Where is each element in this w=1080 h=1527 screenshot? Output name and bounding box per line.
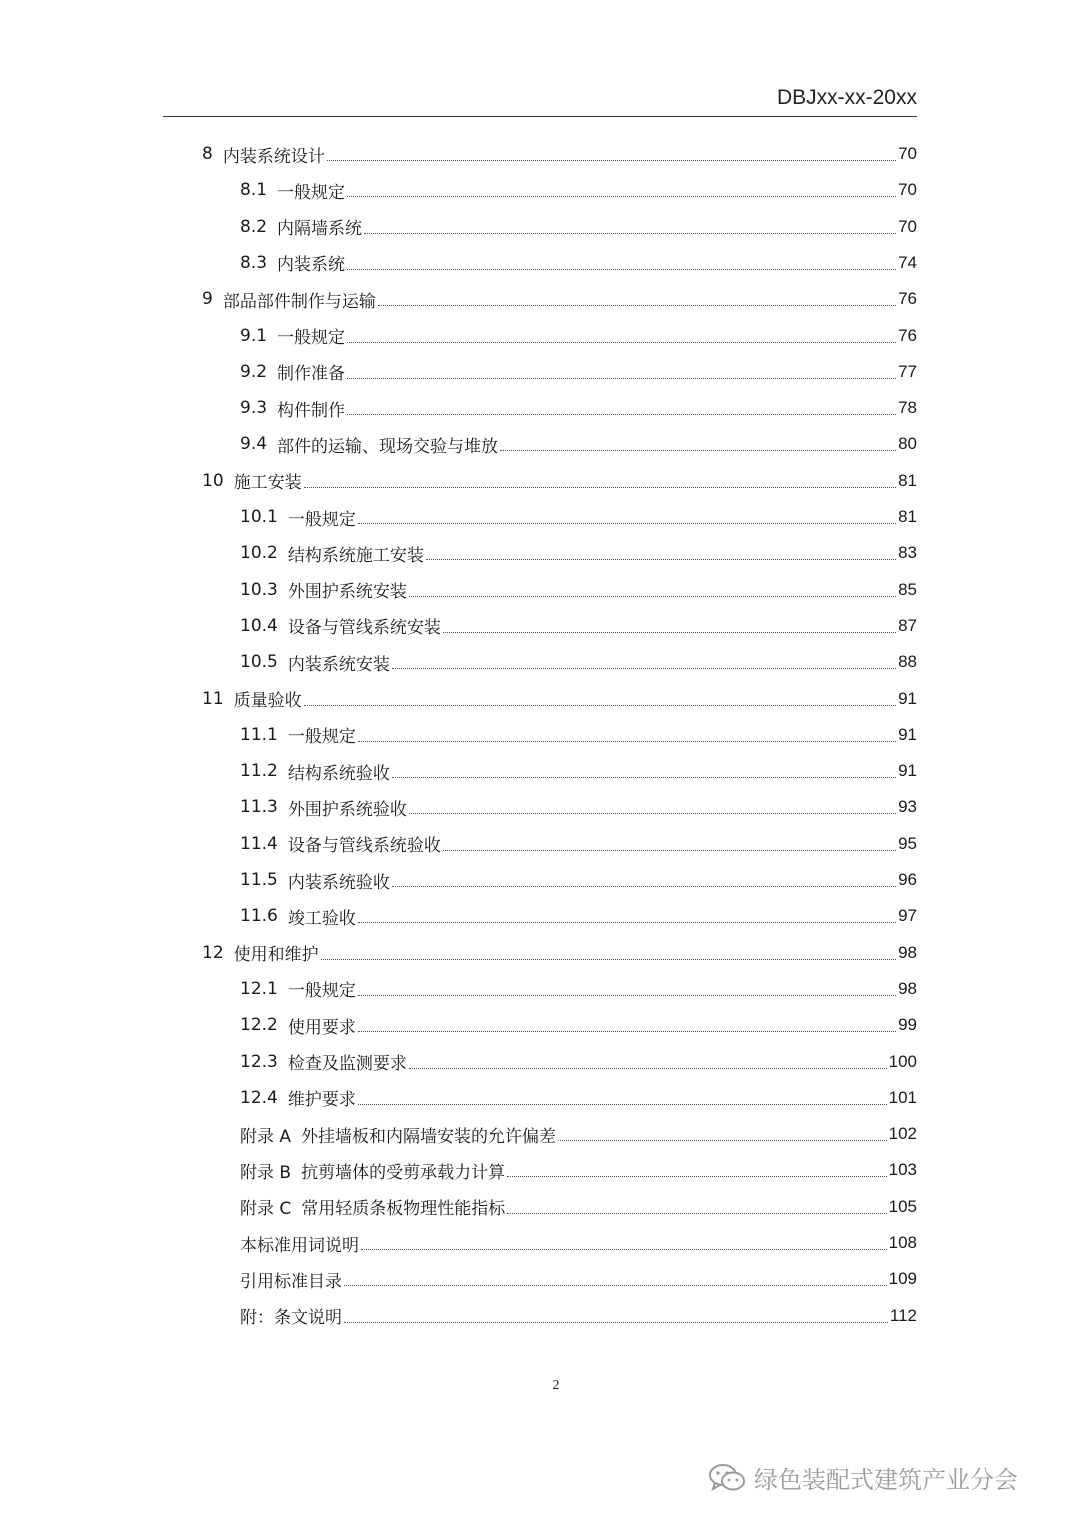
toc-entry-title: 设备与管线系统验收 bbox=[287, 836, 441, 857]
toc-entry-title: 外挂墙板和内隔墙安装的允许偏差 bbox=[301, 1126, 557, 1147]
header-divider bbox=[163, 116, 917, 117]
toc-entry-number: 9 bbox=[202, 289, 213, 310]
toc-dot-leader bbox=[321, 958, 896, 960]
toc-entry-page: 87 bbox=[898, 615, 917, 635]
toc-entry[interactable] bbox=[240, 898, 917, 934]
toc-entry-number: 11 bbox=[202, 688, 224, 709]
toc-entry-number: 10.4 bbox=[240, 615, 278, 636]
toc-entry[interactable] bbox=[240, 354, 917, 390]
toc-entry-title: 制作准备 bbox=[277, 364, 346, 385]
toc-dot-leader bbox=[361, 1248, 887, 1250]
toc-entry-title: 一般规定 bbox=[277, 182, 346, 203]
toc-entry-page: 91 bbox=[898, 724, 917, 744]
toc-entry[interactable] bbox=[240, 717, 917, 753]
toc-entry-page: 81 bbox=[898, 470, 917, 490]
toc-entry-page: 77 bbox=[898, 361, 917, 381]
toc-entry-page: 76 bbox=[898, 325, 917, 345]
toc-dot-leader bbox=[347, 377, 896, 379]
toc-entry-title: 内隔墙系统 bbox=[277, 219, 363, 240]
toc-entry-page: 70 bbox=[898, 180, 917, 200]
toc-entry-page: 105 bbox=[888, 1196, 917, 1216]
toc-entry-title: 部品部件制作与运输 bbox=[222, 291, 376, 312]
toc-entry[interactable] bbox=[240, 1116, 917, 1152]
toc-entry[interactable] bbox=[240, 753, 917, 789]
toc-entry-number: 附录 B bbox=[240, 1162, 292, 1183]
toc-entry-page: 103 bbox=[888, 1160, 917, 1180]
toc-dot-leader bbox=[392, 885, 896, 887]
toc-entry-title: 引用标准目录 bbox=[240, 1271, 342, 1292]
toc-entry-title: 设备与管线系统安装 bbox=[287, 618, 441, 639]
toc-entry[interactable] bbox=[240, 572, 917, 608]
toc-entry-page: 108 bbox=[888, 1233, 917, 1252]
toc-dot-leader bbox=[409, 812, 896, 814]
toc-entry-page: 80 bbox=[898, 434, 917, 454]
toc-entry-title: 结构系统施工安装 bbox=[287, 545, 424, 566]
toc-entry-number: 11.3 bbox=[240, 797, 278, 818]
toc-entry[interactable] bbox=[240, 1225, 917, 1261]
toc-dot-leader bbox=[392, 776, 896, 778]
wechat-icon bbox=[708, 1462, 746, 1494]
toc-entry-title: 使用和维护 bbox=[233, 945, 319, 966]
toc-entry[interactable] bbox=[240, 390, 917, 426]
toc-dot-leader bbox=[392, 667, 896, 669]
toc-entry-page: 83 bbox=[898, 543, 917, 563]
toc-entry-page: 88 bbox=[898, 652, 917, 672]
toc-entry-number: 9.3 bbox=[240, 398, 268, 419]
toc-dot-leader bbox=[347, 341, 896, 343]
toc-entry-number: 12.2 bbox=[240, 1015, 278, 1036]
toc-dot-leader bbox=[364, 232, 896, 234]
toc-entry-number: 附录 C bbox=[240, 1199, 292, 1220]
toc-entry-number: 10.1 bbox=[240, 507, 278, 527]
toc-entry-number: 8.1 bbox=[240, 180, 268, 201]
toc-entry-page: 100 bbox=[888, 1051, 917, 1071]
toc-entry-number: 10.3 bbox=[240, 579, 278, 600]
toc-entry[interactable] bbox=[240, 245, 917, 281]
toc-entry-title: 一般规定 bbox=[287, 727, 356, 748]
toc-entry-number: 10.2 bbox=[240, 543, 278, 564]
toc-entry[interactable] bbox=[240, 826, 917, 862]
toc-entry[interactable] bbox=[240, 499, 917, 535]
toc-entry-page: 95 bbox=[898, 833, 917, 853]
toc-entry[interactable] bbox=[240, 644, 917, 680]
document-code: DBJxx-xx-20xx bbox=[776, 86, 917, 109]
toc-dot-leader bbox=[344, 1321, 888, 1323]
toc-entry-page: 98 bbox=[898, 942, 917, 962]
toc-entry[interactable] bbox=[240, 1189, 917, 1225]
toc-entry[interactable] bbox=[240, 862, 917, 898]
toc-entry[interactable] bbox=[240, 426, 917, 462]
toc-entry[interactable] bbox=[240, 608, 917, 644]
toc-entry[interactable] bbox=[202, 463, 917, 499]
toc-entry-page: 96 bbox=[898, 870, 917, 889]
toc-entry-page: 112 bbox=[889, 1305, 917, 1325]
toc-entry-title: 内装系统设计 bbox=[222, 146, 325, 167]
toc-entry[interactable] bbox=[240, 971, 917, 1007]
toc-entry-number: 11.1 bbox=[240, 724, 278, 745]
toc-dot-leader bbox=[558, 1139, 887, 1141]
toc-dot-leader bbox=[358, 1103, 887, 1105]
toc-entry-title: 一般规定 bbox=[287, 981, 356, 1002]
toc-entry-page: 78 bbox=[898, 398, 917, 418]
toc-entry-number: 12.1 bbox=[240, 978, 278, 999]
toc-entry[interactable] bbox=[240, 318, 917, 354]
toc-entry-title: 外围护系统验收 bbox=[287, 799, 407, 820]
toc-entry-title: 构件制作 bbox=[277, 400, 346, 421]
toc-entry[interactable] bbox=[240, 209, 917, 245]
toc-entry-title: 附：条文说明 bbox=[240, 1308, 342, 1329]
toc-entry-number: 12.4 bbox=[240, 1087, 278, 1108]
toc-entry-title: 内装系统验收 bbox=[287, 872, 390, 893]
toc-entry-title: 检查及监测要求 bbox=[287, 1054, 407, 1074]
toc-entry-title: 部件的运输、现场交验与堆放 bbox=[277, 436, 499, 457]
toc-entry-page: 91 bbox=[898, 761, 917, 781]
toc-entry-page: 99 bbox=[898, 1015, 917, 1035]
toc-dot-leader bbox=[304, 704, 896, 706]
toc-dot-leader bbox=[507, 1175, 887, 1177]
toc-entry-title: 内装系统 bbox=[277, 255, 346, 276]
toc-entry-number: 11.4 bbox=[240, 833, 278, 854]
watermark bbox=[708, 1460, 1018, 1495]
toc-entry-number: 12.3 bbox=[240, 1051, 278, 1072]
toc-dot-leader bbox=[347, 268, 896, 270]
toc-entry-title: 常用轻质条板物理性能指标 bbox=[301, 1199, 506, 1220]
toc-entry-number: 10 bbox=[202, 470, 224, 491]
toc-entry[interactable] bbox=[202, 681, 917, 717]
toc-entry[interactable] bbox=[240, 535, 917, 571]
toc-entry-page: 102 bbox=[888, 1124, 917, 1144]
toc-entry-page: 101 bbox=[888, 1087, 917, 1107]
toc-dot-leader bbox=[358, 740, 896, 742]
toc-entry-number: 12 bbox=[202, 942, 224, 963]
toc-entry[interactable] bbox=[240, 1080, 917, 1116]
toc-entry-number: 9.4 bbox=[240, 434, 268, 455]
toc-entry[interactable] bbox=[240, 172, 917, 208]
toc-entry-number: 10.5 bbox=[240, 652, 278, 673]
toc-entry-page: 97 bbox=[898, 906, 917, 926]
toc-entry-page: 109 bbox=[888, 1269, 917, 1289]
toc-entry[interactable] bbox=[202, 935, 917, 971]
toc-dot-leader bbox=[443, 849, 896, 851]
toc-dot-leader bbox=[327, 159, 896, 161]
toc-entry[interactable] bbox=[240, 1007, 917, 1043]
toc-entry-number: 9.2 bbox=[240, 361, 268, 382]
toc-entry-number: 8.3 bbox=[240, 252, 268, 273]
toc-entry[interactable] bbox=[202, 136, 917, 172]
toc-entry-number: 8 bbox=[202, 144, 213, 164]
toc-entry[interactable] bbox=[240, 1044, 917, 1080]
page-number: 2 bbox=[552, 1378, 560, 1393]
toc-entry-page: 70 bbox=[898, 144, 917, 163]
toc-entry-number: 8.2 bbox=[240, 216, 268, 237]
toc-dot-leader bbox=[426, 558, 896, 560]
toc-entry[interactable] bbox=[240, 1152, 917, 1188]
toc-entry-page: 91 bbox=[898, 688, 917, 708]
toc-entry-title: 使用要求 bbox=[287, 1017, 356, 1038]
toc-entry-number: 11.5 bbox=[240, 870, 278, 890]
toc-entry-title: 施工安装 bbox=[233, 473, 302, 494]
toc-dot-leader bbox=[358, 921, 896, 923]
toc-entry[interactable] bbox=[240, 789, 917, 825]
toc-dot-leader bbox=[409, 595, 896, 597]
toc-dot-leader bbox=[378, 304, 896, 306]
toc-entry-title: 一般规定 bbox=[287, 509, 356, 530]
toc-entry-title: 维护要求 bbox=[287, 1090, 356, 1111]
toc-entry-number: 9.1 bbox=[240, 325, 268, 346]
toc-dot-leader bbox=[358, 1030, 896, 1032]
toc-entry[interactable] bbox=[202, 281, 917, 317]
toc-entry-number: 11.2 bbox=[240, 761, 278, 782]
watermark-text: 绿色装配式建筑产业分会 bbox=[754, 1466, 1018, 1494]
toc-entry[interactable] bbox=[240, 1261, 917, 1297]
toc-entry-page: 81 bbox=[898, 507, 917, 526]
toc-entry-title: 本标准用词说明 bbox=[240, 1235, 359, 1256]
toc-dot-leader bbox=[358, 994, 896, 996]
toc-dot-leader bbox=[347, 413, 896, 415]
toc-entry-title: 抗剪墙体的受剪承载力计算 bbox=[301, 1162, 506, 1183]
toc-entry-title: 一般规定 bbox=[277, 328, 346, 348]
toc-entry-title: 结构系统验收 bbox=[287, 763, 390, 784]
toc-entry-page: 93 bbox=[898, 797, 917, 817]
toc-dot-leader bbox=[443, 631, 896, 633]
toc-entry-title: 外围护系统安装 bbox=[287, 582, 407, 603]
toc-entry-page: 85 bbox=[898, 579, 917, 599]
toc-dot-leader bbox=[344, 1284, 887, 1286]
toc-dot-leader bbox=[304, 486, 896, 488]
toc-dot-leader bbox=[347, 195, 896, 197]
toc-dot-leader bbox=[358, 522, 896, 524]
toc-entry-title: 内装系统安装 bbox=[287, 654, 390, 675]
toc-entry-page: 74 bbox=[898, 252, 917, 272]
toc-dot-leader bbox=[500, 449, 896, 451]
toc-entry-title: 质量验收 bbox=[233, 691, 302, 711]
toc-entry-number: 11.6 bbox=[240, 906, 278, 927]
toc-entry-number: 附录 A bbox=[240, 1126, 292, 1147]
toc-entry[interactable] bbox=[240, 1298, 917, 1334]
toc-entry-page: 76 bbox=[898, 289, 917, 309]
toc-entry-page: 98 bbox=[898, 978, 917, 998]
toc-entry-title: 竣工验收 bbox=[287, 908, 356, 929]
toc-entry-page: 70 bbox=[898, 216, 917, 236]
toc-dot-leader bbox=[409, 1067, 887, 1069]
toc-dot-leader bbox=[507, 1212, 886, 1214]
